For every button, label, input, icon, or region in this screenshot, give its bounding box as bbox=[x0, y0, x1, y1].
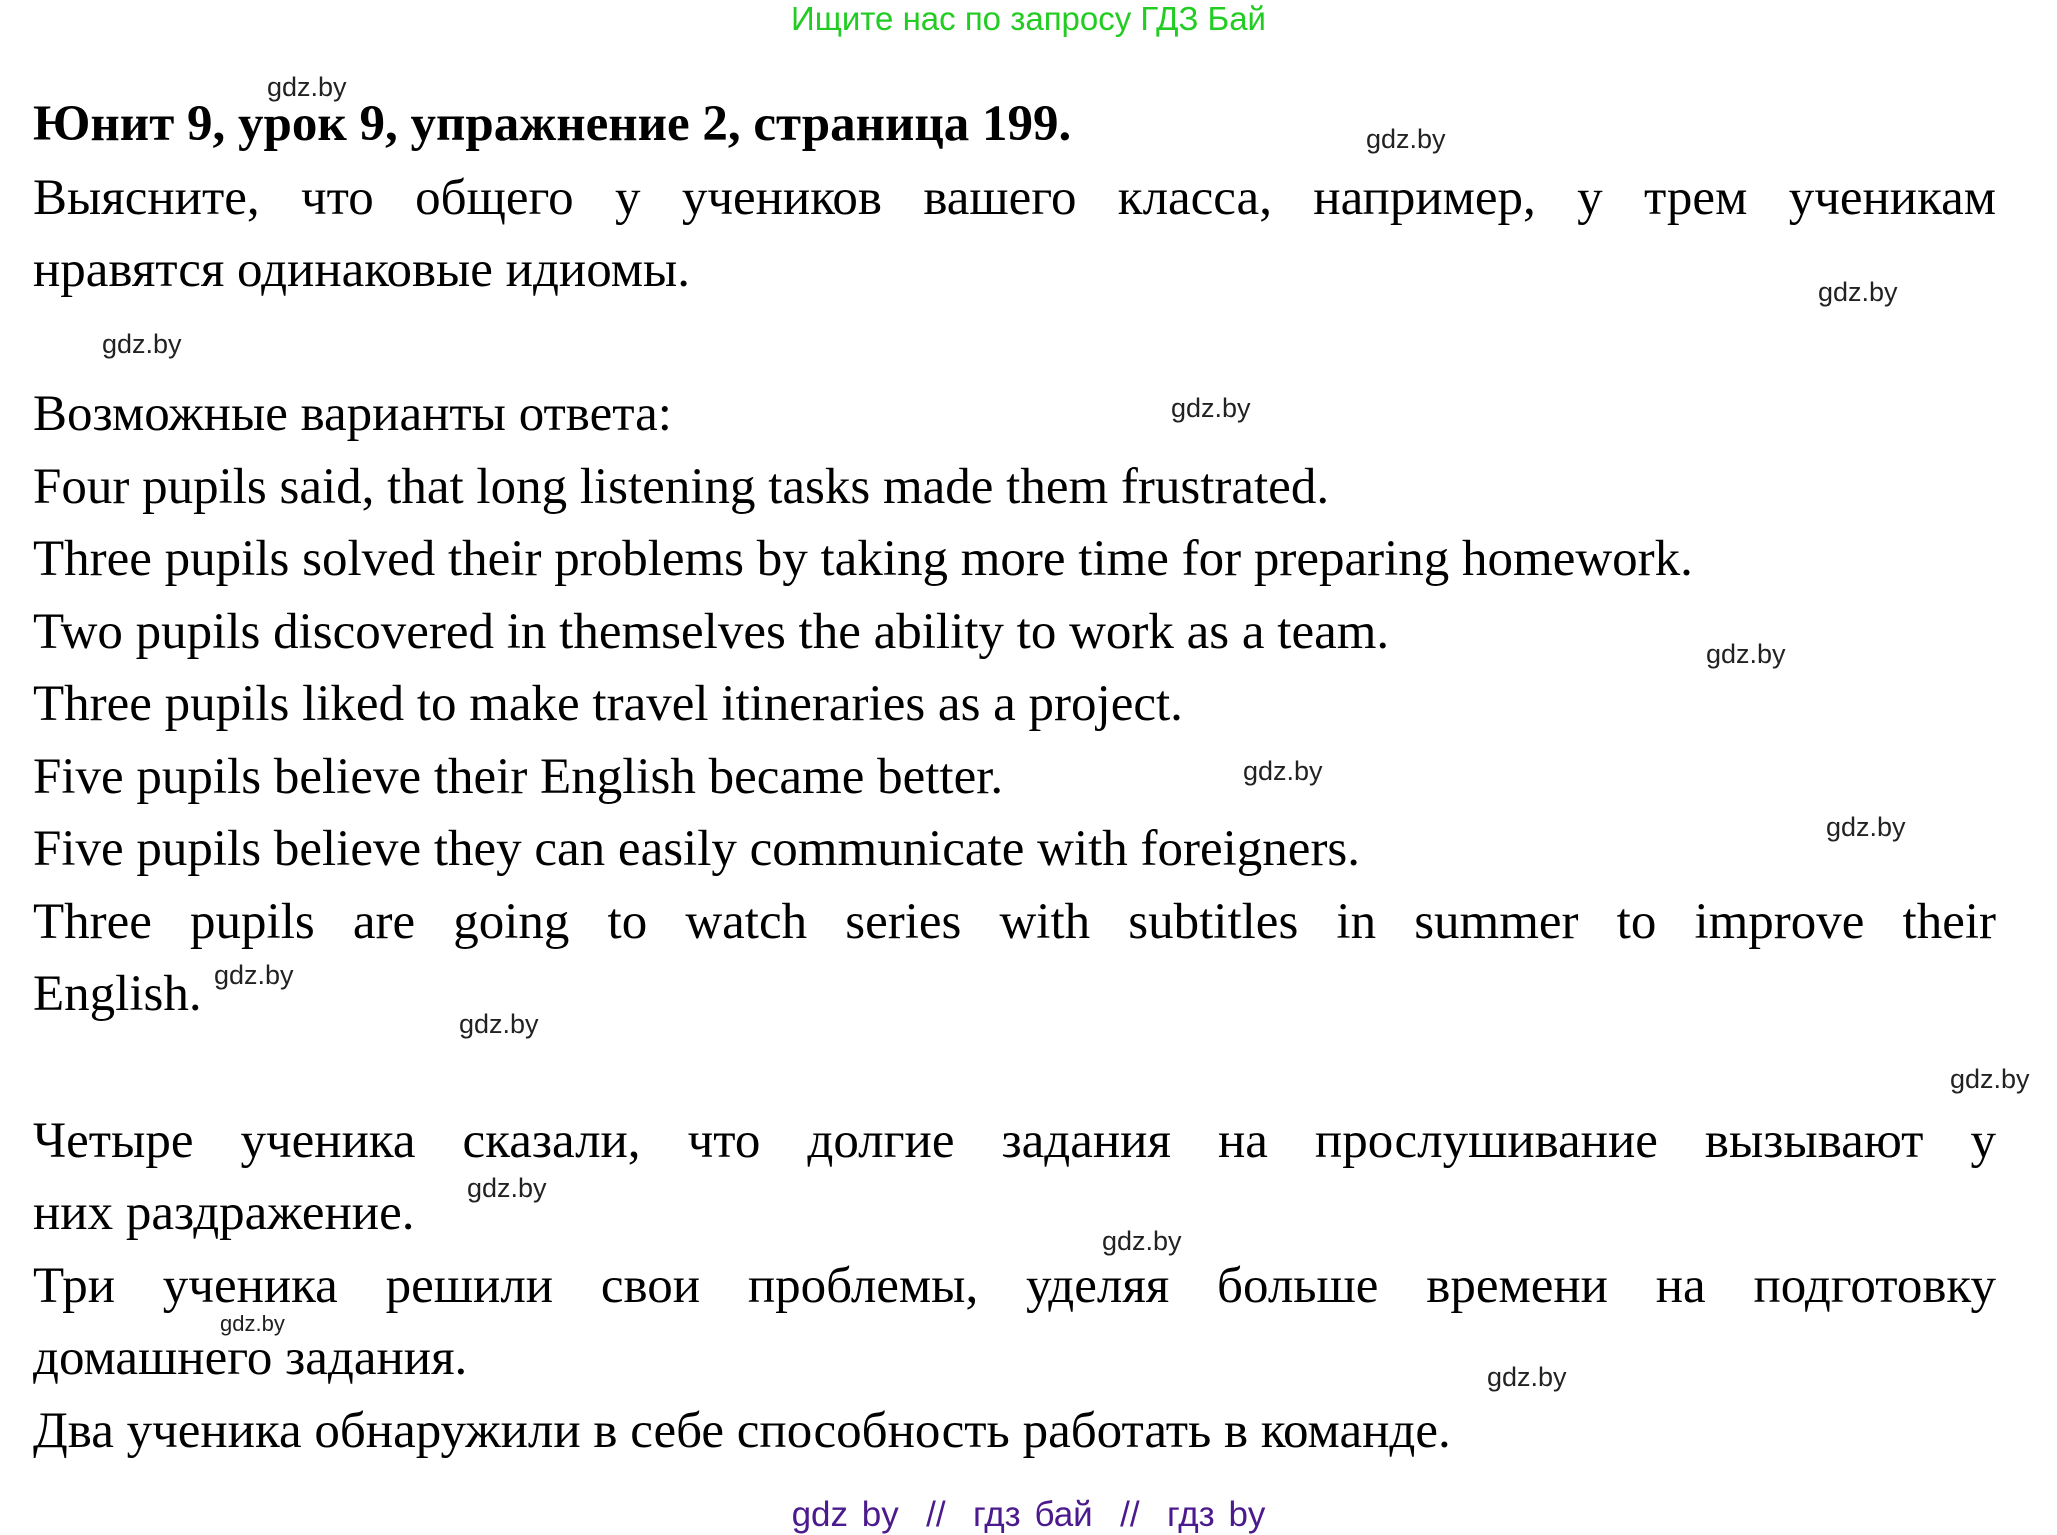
watermark: gdz.by bbox=[459, 1009, 539, 1039]
english-answer: Two pupils discovered in themselves the ability to work as a team. bbox=[33, 604, 1390, 660]
watermark: gdz.by bbox=[1487, 1362, 1567, 1392]
watermark: gdz.by bbox=[220, 1311, 285, 1336]
english-answer: Five pupils believe their English became better. bbox=[33, 749, 1004, 805]
task-line-1: Выясните, что общего у учеников вашего класса, например, у трем ученикам bbox=[33, 170, 1996, 226]
russian-answer: Четыре ученика сказали, что долгие задания на прослушивание вызывают у bbox=[33, 1113, 1996, 1169]
english-answer: Five pupils believe they can easily communicate with foreigners. bbox=[33, 821, 1361, 877]
watermark: gdz.by bbox=[1102, 1226, 1182, 1256]
english-answer: Three pupils solved their problems by taking more time for preparing homework. bbox=[33, 531, 1693, 587]
watermark: gdz.by bbox=[1366, 124, 1446, 154]
watermark: gdz.by bbox=[1171, 393, 1251, 423]
russian-answer: Три ученика решили свои проблемы, уделяя больше времени на подготовку bbox=[33, 1258, 1996, 1314]
watermark: gdz.by bbox=[214, 960, 294, 990]
watermark: gdz.by bbox=[1243, 756, 1323, 786]
english-answer: English. bbox=[33, 966, 202, 1022]
watermark: gdz.by bbox=[1818, 277, 1898, 307]
english-answer: Four pupils said, that long listening tasks made them frustrated. bbox=[33, 459, 1330, 515]
page-title: Юнит 9, урок 9, упражнение 2, страница 199. bbox=[33, 96, 1072, 152]
russian-answer: Два ученика обнаружили в себе способность работать в команде. bbox=[33, 1403, 1451, 1459]
search-banner[interactable]: Ищите нас по запросу ГДЗ Бай bbox=[791, 0, 1266, 37]
watermark: gdz.by bbox=[1826, 812, 1906, 842]
watermark: gdz.by bbox=[467, 1173, 547, 1203]
russian-answer: домашнего задания. bbox=[33, 1330, 468, 1386]
watermark: gdz.by bbox=[1950, 1064, 2030, 1094]
footer-links[interactable]: gdz by // гдз бай // гдз by bbox=[791, 1495, 1266, 1534]
watermark: gdz.by bbox=[102, 329, 182, 359]
english-answer: Three pupils are going to watch series with subtitles in summer to improve their bbox=[33, 894, 1996, 950]
task-line-2: нравятся одинаковые идиомы. bbox=[33, 242, 691, 298]
answers-heading: Возможные варианты ответа: bbox=[33, 386, 672, 442]
russian-answer: них раздражение. bbox=[33, 1185, 415, 1241]
watermark: gdz.by bbox=[267, 72, 347, 102]
watermark: gdz.by bbox=[1706, 639, 1786, 669]
english-answer: Three pupils liked to make travel itineraries as a project. bbox=[33, 676, 1183, 732]
